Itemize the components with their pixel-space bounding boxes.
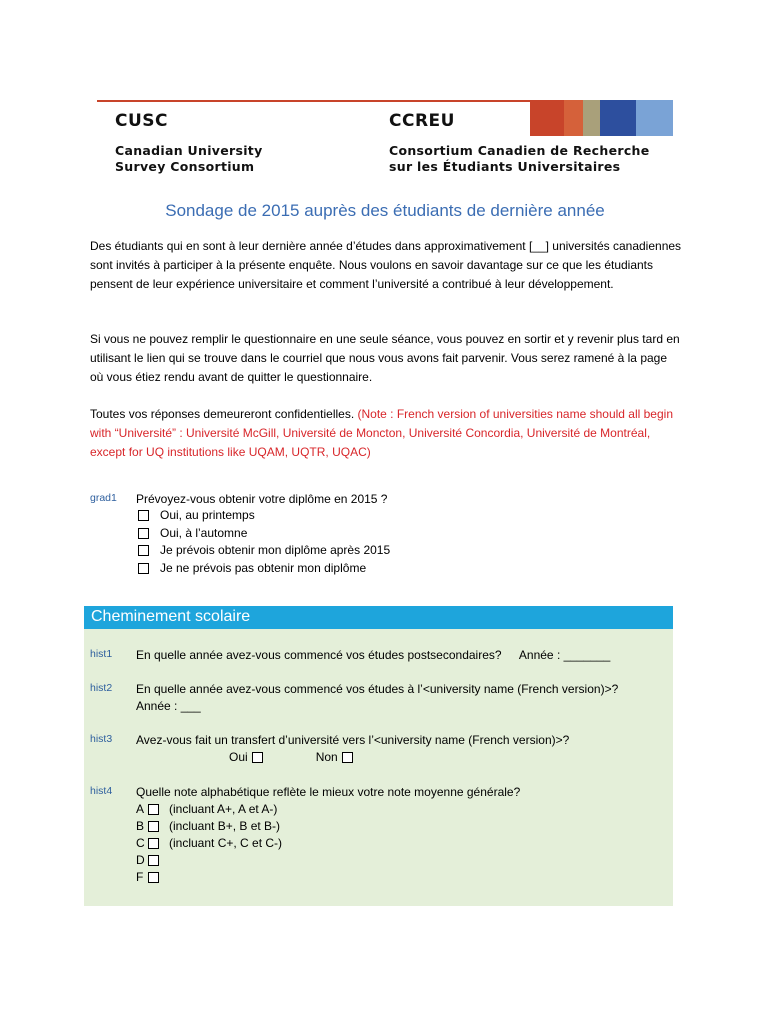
section-header <box>84 606 673 629</box>
checkbox[interactable] <box>148 855 159 866</box>
section-title: Cheminement scolaire <box>91 608 251 625</box>
checkbox[interactable] <box>138 545 149 556</box>
grade-option[interactable] <box>136 869 282 886</box>
grade-desc: (incluant A+, A et A-) <box>169 801 278 816</box>
hist4-options <box>136 801 282 886</box>
grade-letter: F <box>136 869 144 884</box>
grade-letter: C <box>136 835 145 850</box>
checkbox[interactable] <box>148 821 159 832</box>
grad1-option[interactable] <box>138 542 390 560</box>
checkbox[interactable] <box>252 752 263 763</box>
grade-letter: B <box>136 818 145 833</box>
cusc-abbr: CUSC <box>115 111 168 131</box>
cusc-name-line2: Survey Consortium <box>115 159 255 174</box>
grade-option[interactable] <box>136 835 282 852</box>
intro-paragraph-2: Si vous ne pouvez remplir le questionnaire en une seule séance, vous pouvez en sortir et y revenir plus tard en utilisant le lien qui se trouve dans le courriel que nous vous avons fait parvenir. Vous serez ramené à la page où vous étiez rendu avant de quitter le questionnaire. <box>90 332 680 384</box>
hist1-question-text: En quelle année avez-vous commencé vos études postsecondaires? <box>136 648 502 662</box>
survey-title: Sondage de 2015 auprès des étudiants de dernière année <box>165 201 605 220</box>
ccreu-name-line2: sur les Étudiants Universitaires <box>389 159 621 174</box>
checkbox[interactable] <box>138 510 149 521</box>
question-hist2 <box>136 681 666 715</box>
hist3-option-yes[interactable] <box>229 749 263 766</box>
grade-letter: A <box>136 801 145 816</box>
grade-option[interactable] <box>136 852 282 869</box>
hist2-year-field[interactable]: Année : ___ <box>136 699 201 713</box>
option-label: Je ne prévois pas obtenir mon diplôme <box>160 560 367 575</box>
hist3-options <box>229 749 666 766</box>
confidentiality-text: Toutes vos réponses demeureront confidentielles. <box>90 407 355 421</box>
ccreu-name <box>389 143 650 175</box>
question-code-hist2: hist2 <box>90 682 113 694</box>
grad1-option[interactable] <box>138 560 390 578</box>
checkbox[interactable] <box>342 752 353 763</box>
cusc-name-line1: Canadian University <box>115 143 263 158</box>
grad1-options <box>138 507 390 577</box>
option-label: Oui, au printemps <box>160 508 255 522</box>
option-label: Je prévois obtenir mon diplôme après 2015 <box>160 543 391 557</box>
question-code-hist3: hist3 <box>90 733 113 745</box>
question-code-hist4: hist4 <box>90 785 113 797</box>
question-hist4: Quelle note alphabétique reflète le mieux votre note moyenne générale? <box>136 785 521 799</box>
grade-desc: (incluant C+, C et C-) <box>169 835 283 850</box>
question-grad1: Prévoyez-vous obtenir votre diplôme en 2015 ? <box>136 492 388 506</box>
checkbox[interactable] <box>148 804 159 815</box>
option-label: Oui <box>229 750 248 764</box>
grade-letter: D <box>136 852 145 867</box>
ccreu-logo-text <box>389 111 650 175</box>
intro-paragraph-3 <box>90 405 682 462</box>
hist2-question-text: En quelle année avez-vous commencé vos études à l’<university name (French version)>? <box>136 682 619 696</box>
checkbox[interactable] <box>148 838 159 849</box>
question-code-grad1: grad1 <box>90 492 117 504</box>
grad1-option[interactable] <box>138 507 390 525</box>
grade-option[interactable] <box>136 801 282 818</box>
question-code-hist1: hist1 <box>90 648 113 660</box>
grade-desc: (incluant B+, B et B-) <box>169 818 281 833</box>
intro-paragraph-1: Des étudiants qui en sont à leur dernière année d’études dans approximativement [__] universités canadiennes sont invités à participer à la présente enquête. Nous voulons en savoir davantage sur ce que les étudiants pensent de leur expérience universitaire et comment l’université a contribué à leur développement. <box>90 239 682 291</box>
grad1-option[interactable] <box>138 525 390 543</box>
checkbox[interactable] <box>148 872 159 883</box>
hist3-option-no[interactable] <box>316 749 353 766</box>
cusc-name <box>115 143 263 175</box>
checkbox[interactable] <box>138 563 149 574</box>
option-label: Oui, à l’automne <box>160 525 248 540</box>
translator-note: (Note : French version of universities name should all begin with “Université” : Université McGill, Université de Moncton, Université Concordia, Université de Montréal, except for UQ institutions like UQAM, UQTR, UQAC) <box>90 407 673 459</box>
hist1-year-field[interactable]: Année : _______ <box>518 648 611 662</box>
ccreu-name-line1: Consortium Canadien de Recherche <box>389 143 650 158</box>
ccreu-abbr: CCREU <box>389 111 455 131</box>
checkbox[interactable] <box>138 528 149 539</box>
hist3-question-text: Avez-vous fait un transfert d’université vers l’<university name (French version)>? <box>136 733 570 747</box>
header-rule <box>97 100 530 102</box>
option-label: Non <box>315 750 338 764</box>
grade-option[interactable] <box>136 818 282 835</box>
question-hist1 <box>136 647 610 664</box>
cusc-logo-text <box>115 111 263 175</box>
question-hist3 <box>136 732 666 766</box>
